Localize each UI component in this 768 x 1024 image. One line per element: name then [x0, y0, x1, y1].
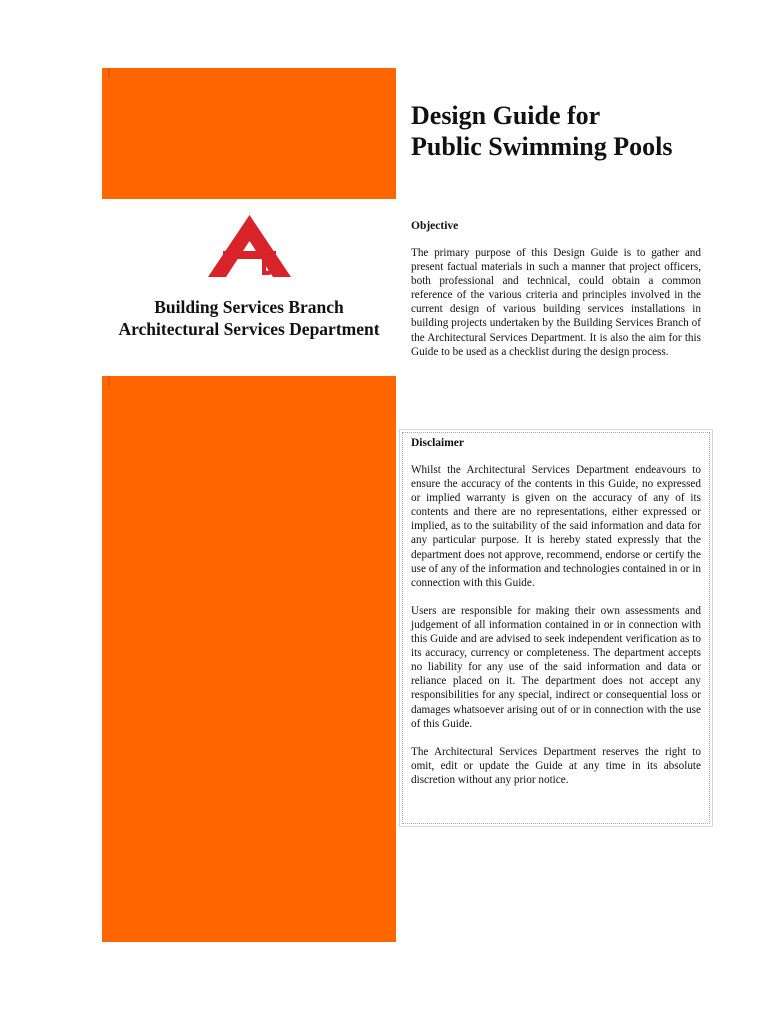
department-name: Architectural Services Department [118, 319, 380, 339]
branch-name: Building Services Branch [154, 297, 344, 317]
orange-side-block [102, 376, 396, 942]
disclaimer-paragraph: The Architectural Services Department reserves the right to omit, edit or update the Guide at any time in its absolute discretion without any prior notice. [411, 745, 701, 786]
disclaimer-paragraph: Whilst the Architectural Services Department endeavours to ensure the accuracy of the contents in this Guide, no expressed or implied warranty is given on the accuracy of any of its contents and there are no representations, either expressed or implied, as to the suitability of the said information and data for any particular purpose. It is hereby stated expressly that the department does not approve, recommend, endorse or certify the use of any of the information and technologies contained in or in connection with this Guide. [411, 464, 701, 589]
disclaimer-box [402, 432, 710, 824]
title-line-2: Public Swimming Pools [411, 132, 673, 161]
objective-text: The primary purpose of this Design Guide is to gather and present factual materials in such a manner that project officers, both professional and technical, could obtain a common reference of the various criteria and principles involved in the current design of various building services installations in building projects undertaken by the Building Services Branch of the Architectural Services Department. It is also the aim for this Guide to be used as a checklist during the design process. [411, 247, 701, 358]
document-title [411, 100, 751, 162]
asd-logo-icon [207, 213, 292, 279]
disclaimer-paragraph: Users are responsible for making their own assessments and judgement of all information contained in or in connection with this Guide and are advised to seek independent verification as to its accuracy, currency or completeness. The department accepts no liability for any use of the said information and data or reliance placed on it. The department does not accept any responsibilities for any special, indirect or consequential loss or damages whatsoever arising out of or in connection with the use of this Guide. [411, 604, 701, 730]
objective-heading: Objective [411, 220, 459, 232]
disclaimer-heading: Disclaimer [411, 437, 465, 449]
title-line-1: Design Guide for [411, 101, 601, 130]
block-notch [108, 376, 110, 386]
orange-header-block [102, 68, 396, 199]
block-notch [108, 68, 110, 78]
objective-section [411, 220, 701, 359]
